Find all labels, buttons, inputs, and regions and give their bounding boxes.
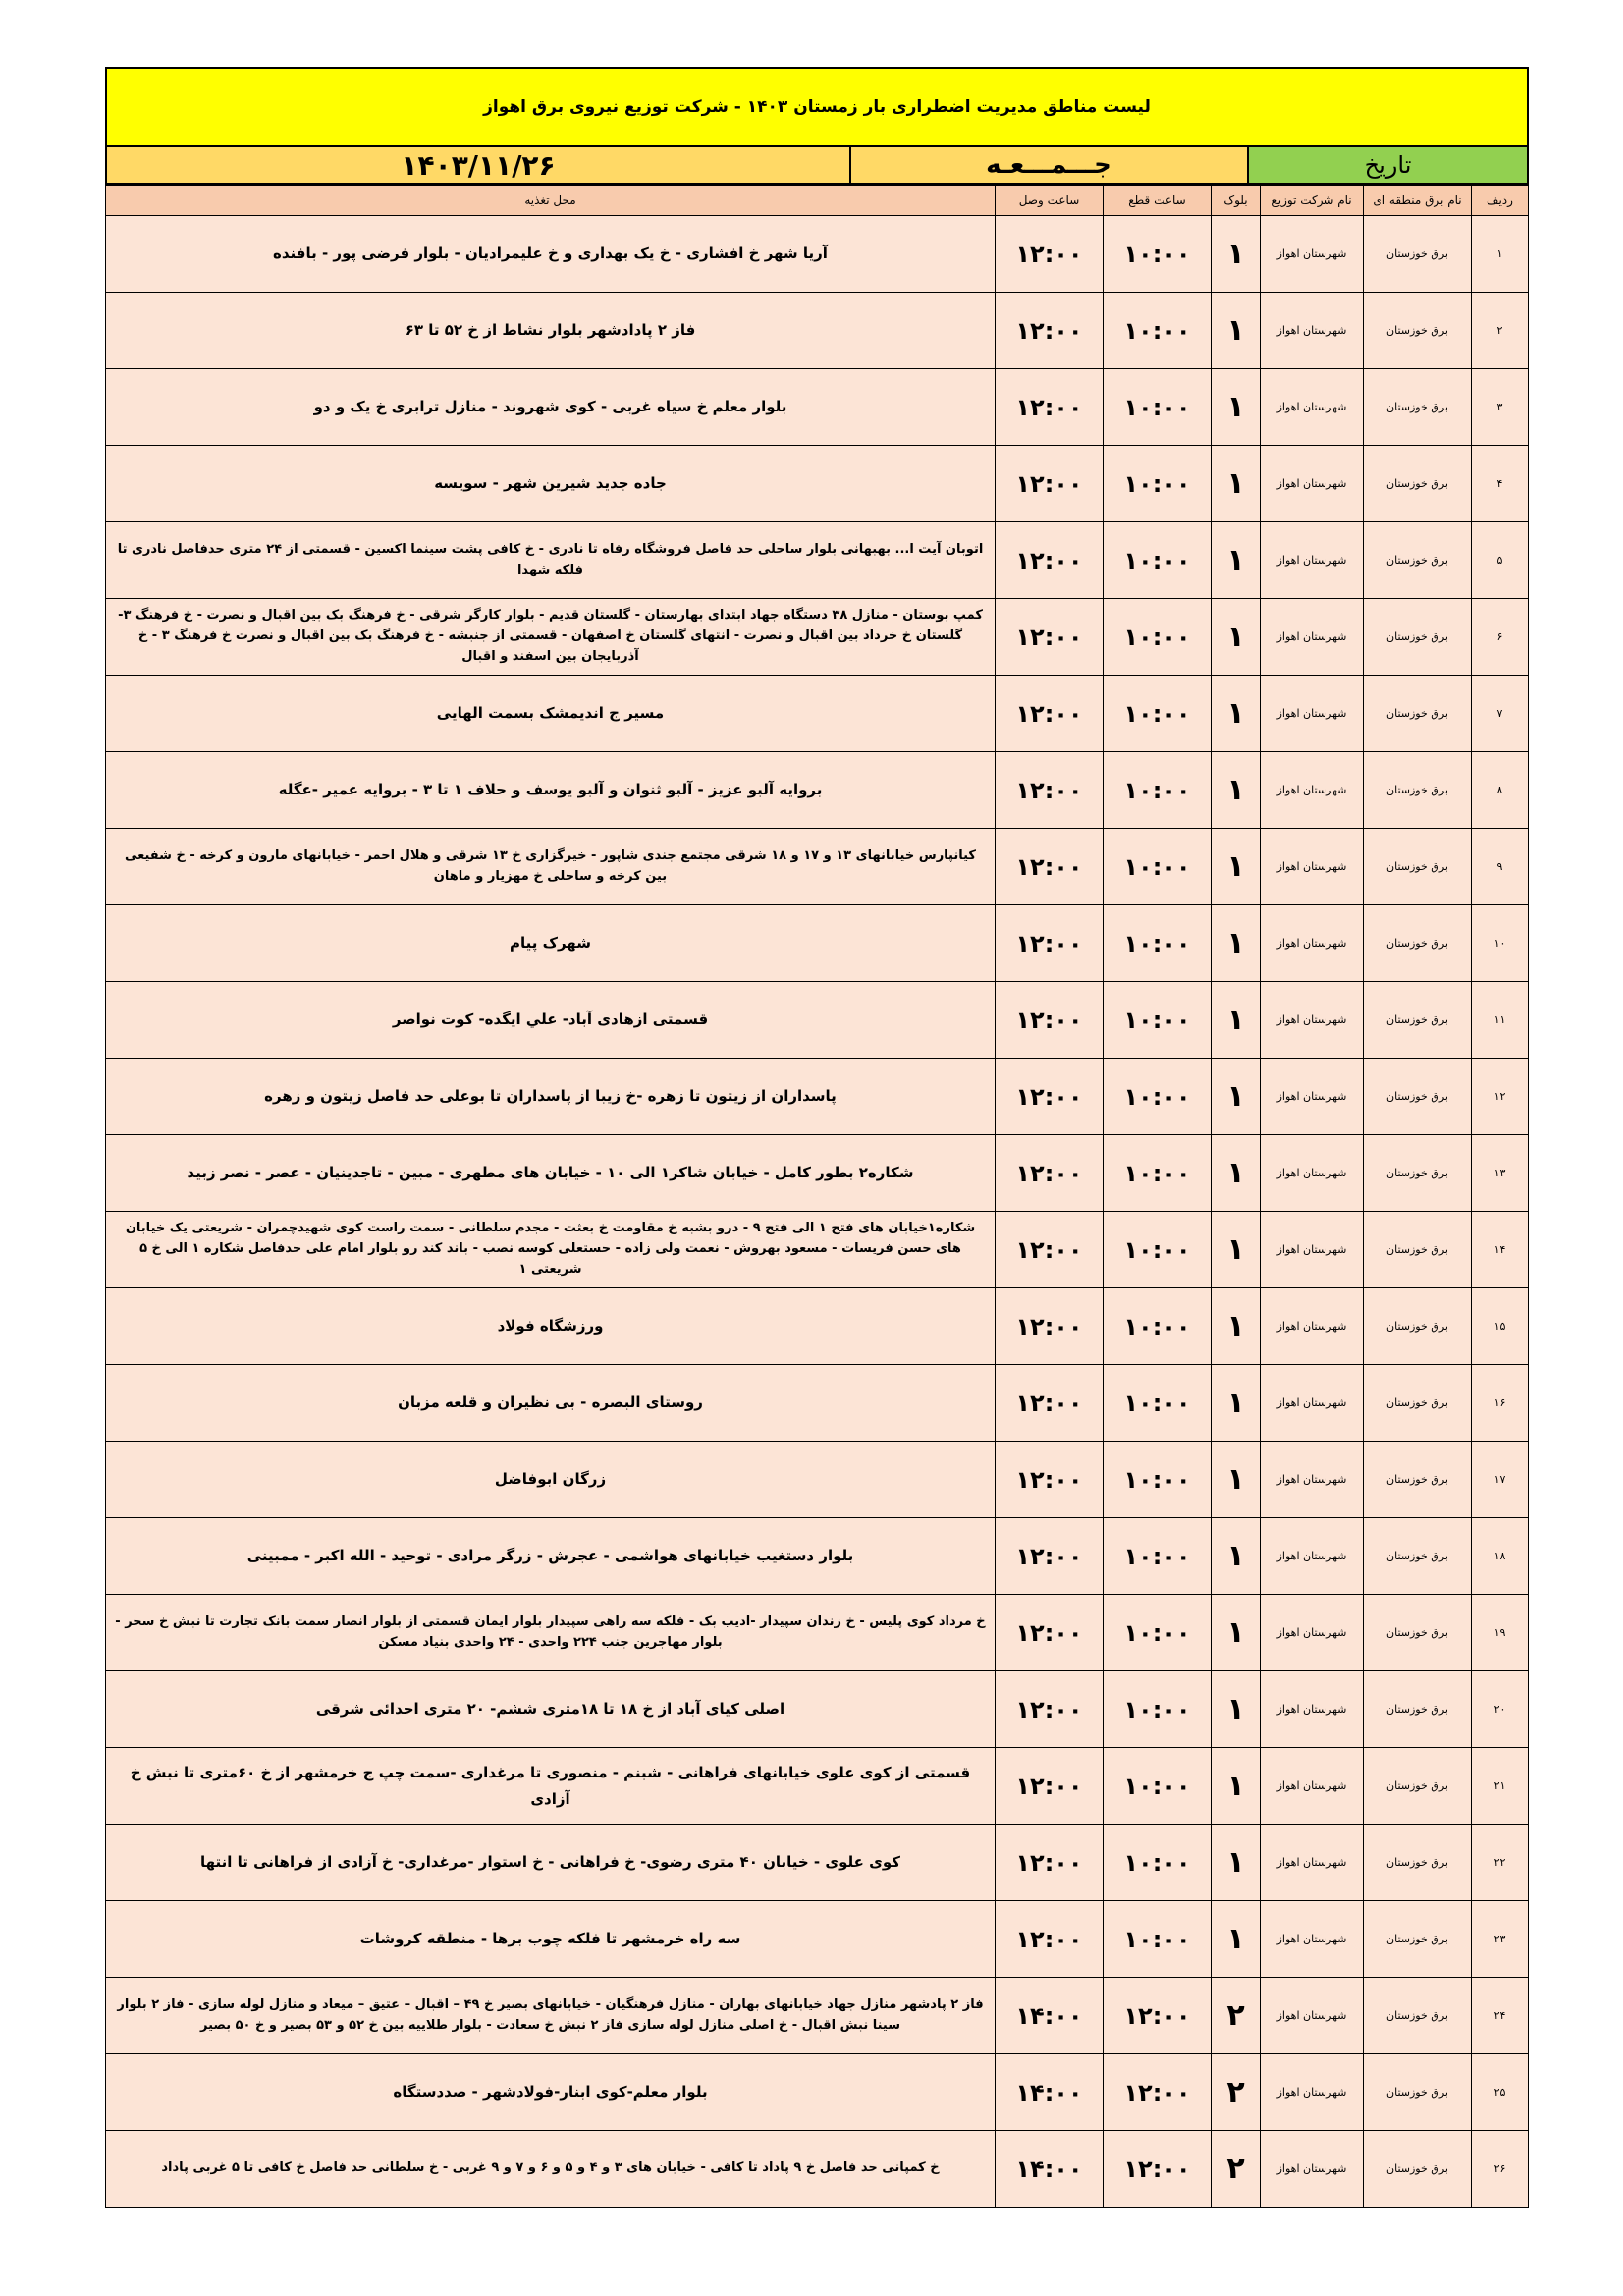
sheet-title: لیست مناطق مدیریت اضطراری بار زمستان ۱۴۰۳ - شرکت توزیع نیروی برق اهواز <box>105 67 1529 147</box>
cut-time: ۱۰:۰۰ <box>1104 1901 1212 1978</box>
table-row <box>106 905 1529 982</box>
cut-time: ۱۰:۰۰ <box>1104 1212 1212 1288</box>
row-number: ۱۵ <box>1472 1288 1529 1365</box>
block-number: ۱ <box>1212 369 1261 446</box>
cut-time: ۱۰:۰۰ <box>1104 1671 1212 1748</box>
connect-time: ۱۲:۰۰ <box>996 1212 1104 1288</box>
row-number: ۱۱ <box>1472 982 1529 1059</box>
row-number: ۲۳ <box>1472 1901 1529 1978</box>
location: بلوار دستغیب خیابانهای هواشمی - عجرش - زرگر مرادی - توحید - الله اکبر - ممبینی <box>106 1518 996 1595</box>
cut-time: ۱۰:۰۰ <box>1104 1365 1212 1442</box>
table-row <box>106 1901 1529 1978</box>
connect-time: ۱۲:۰۰ <box>996 752 1104 829</box>
block-number: ۱ <box>1212 1671 1261 1748</box>
outage-schedule-sheet <box>105 67 1529 2208</box>
connect-time: ۱۲:۰۰ <box>996 1825 1104 1901</box>
row-number: ۱۰ <box>1472 905 1529 982</box>
location: قسمتی ازهادی آباد- علي ايگده- کوت نواصر <box>106 982 996 1059</box>
distribution-company: شهرستان اهواز <box>1261 216 1364 293</box>
cut-time: ۱۲:۰۰ <box>1104 2054 1212 2131</box>
block-number: ۱ <box>1212 1135 1261 1212</box>
header-dist-company: نام شرکت توزیع <box>1261 186 1364 216</box>
date-bar <box>105 147 1529 185</box>
table-row <box>106 2054 1529 2131</box>
regional-company: برق خوزستان <box>1364 369 1472 446</box>
regional-company: برق خوزستان <box>1364 1135 1472 1212</box>
distribution-company: شهرستان اهواز <box>1261 982 1364 1059</box>
location: بلوار معلم-کوی ابنار-فولادشهر - صددستگاه <box>106 2054 996 2131</box>
row-number: ۱۶ <box>1472 1365 1529 1442</box>
connect-time: ۱۲:۰۰ <box>996 1901 1104 1978</box>
regional-company: برق خوزستان <box>1364 599 1472 676</box>
row-number: ۱ <box>1472 216 1529 293</box>
location: قسمتی از کوی علوی خیابانهای فراهانی - شبنم - منصوری تا مرغداری -سمت چپ ج خرمشهر از خ ۶۰متری تا نبش خ آزادی <box>106 1748 996 1825</box>
connect-time: ۱۲:۰۰ <box>996 982 1104 1059</box>
regional-company: برق خوزستان <box>1364 1595 1472 1671</box>
row-number: ۶ <box>1472 599 1529 676</box>
connect-time: ۱۲:۰۰ <box>996 1365 1104 1442</box>
row-number: ۸ <box>1472 752 1529 829</box>
cut-time: ۱۰:۰۰ <box>1104 752 1212 829</box>
location: زرگان ابوفاضل <box>106 1442 996 1518</box>
location: فاز ۲ پادشهر منازل جهاد خیابانهای بهاران - منازل فرهنگیان - خیابانهای بصیر خ ۴۹ – اقبال – عتیق – میعاد و منازل لوله سازی - فاز ۲ بلوار سینا نبش اقبال - خ اصلی منازل لوله سازی فاز ۲ نبش خ سعادت - بلوار طلاییه بین خ ۵۲ و ۵۳ بصیر و خ ۵۰ بصیر <box>106 1978 996 2054</box>
block-number: ۱ <box>1212 446 1261 522</box>
location: شکاره۱خیابان های فتح ۱ الی فتح ۹ - درو بشبه خ مقاومت خ بعثت - مجدم سلطانی - سمت راست کوی شهیدچمران - شریعتی یک خیابان های حسن فریسات - مسعود بهروش - نعمت ولی زاده - حستعلی کوسه نصب - باند کند رو بلوار امام علی حدفاصل شکاره ۱ الی خ ۵ شریعتی ۱ <box>106 1212 996 1288</box>
location: فاز ۲ پادادشهر بلوار نشاط از خ ۵۲ تا ۶۳ <box>106 293 996 369</box>
cut-time: ۱۰:۰۰ <box>1104 599 1212 676</box>
block-number: ۱ <box>1212 829 1261 905</box>
schedule-date: ۱۴۰۳/۱۱/۲۶ <box>107 147 849 183</box>
connect-time: ۱۲:۰۰ <box>996 522 1104 599</box>
cut-time: ۱۰:۰۰ <box>1104 1748 1212 1825</box>
connect-time: ۱۲:۰۰ <box>996 1288 1104 1365</box>
regional-company: برق خوزستان <box>1364 905 1472 982</box>
block-number: ۱ <box>1212 1059 1261 1135</box>
row-number: ۹ <box>1472 829 1529 905</box>
distribution-company: شهرستان اهواز <box>1261 1212 1364 1288</box>
regional-company: برق خوزستان <box>1364 829 1472 905</box>
cut-time: ۱۰:۰۰ <box>1104 1288 1212 1365</box>
cut-time: ۱۰:۰۰ <box>1104 1518 1212 1595</box>
table-row <box>106 1288 1529 1365</box>
location: اصلی کیای آباد از خ ۱۸ تا ۱۸متری ششم- ۲۰ متری احدائی شرقی <box>106 1671 996 1748</box>
location: پاسداران از زیتون تا زهره -خ زیبا از پاسداران تا بوعلی حد فاصل زیتون و زهره <box>106 1059 996 1135</box>
connect-time: ۱۲:۰۰ <box>996 1059 1104 1135</box>
block-number: ۲ <box>1212 1978 1261 2054</box>
block-number: ۱ <box>1212 599 1261 676</box>
header-row-no: ردیف <box>1472 186 1529 216</box>
regional-company: برق خوزستان <box>1364 293 1472 369</box>
regional-company: برق خوزستان <box>1364 982 1472 1059</box>
location: شهرک پیام <box>106 905 996 982</box>
row-number: ۲۵ <box>1472 2054 1529 2131</box>
regional-company: برق خوزستان <box>1364 1442 1472 1518</box>
block-number: ۱ <box>1212 1825 1261 1901</box>
table-row <box>106 676 1529 752</box>
distribution-company: شهرستان اهواز <box>1261 1442 1364 1518</box>
distribution-company: شهرستان اهواز <box>1261 446 1364 522</box>
cut-time: ۱۰:۰۰ <box>1104 982 1212 1059</box>
connect-time: ۱۲:۰۰ <box>996 369 1104 446</box>
location: خ مرداد کوی پلیس - خ زندان سپیدار -ادیب بک - فلکه سه راهی سپیدار بلوار ایمان قسمتی از بلوار انصار سمت بانک تجارت تا نبش خ سحر - بلوار مهاجرین جنب ۲۲۴ واحدی - ۲۴ واحدی بنیاد مسکن <box>106 1595 996 1671</box>
row-number: ۲۱ <box>1472 1748 1529 1825</box>
cut-time: ۱۰:۰۰ <box>1104 1442 1212 1518</box>
table-row <box>106 599 1529 676</box>
row-number: ۲۰ <box>1472 1671 1529 1748</box>
regional-company: برق خوزستان <box>1364 1978 1472 2054</box>
connect-time: ۱۲:۰۰ <box>996 446 1104 522</box>
block-number: ۱ <box>1212 676 1261 752</box>
table-row <box>106 1442 1529 1518</box>
location: مسیر ج اندیمشک بسمت الهایی <box>106 676 996 752</box>
table-row <box>106 522 1529 599</box>
row-number: ۲۴ <box>1472 1978 1529 2054</box>
location: اتوبان آیت ا... بهبهانی بلوار ساحلی حد فاصل فروشگاه رفاه تا نادری - خ کافی پشت سینما اکسین - قسمتی از ۲۴ متری حدفاصل نادری تا فلکه شهدا <box>106 522 996 599</box>
table-body <box>106 216 1529 2208</box>
location: روستای البصره - بی نظیران و قلعه مزبان <box>106 1365 996 1442</box>
table-row <box>106 216 1529 293</box>
distribution-company: شهرستان اهواز <box>1261 2054 1364 2131</box>
row-number: ۱۳ <box>1472 1135 1529 1212</box>
location: شکاره۲ بطور کامل - خیابان شاکر۱ الی ۱۰ - خیابان های مطهری - مبین - تاجدینیان - عصر - نصر زبید <box>106 1135 996 1212</box>
table-row <box>106 446 1529 522</box>
regional-company: برق خوزستان <box>1364 2131 1472 2208</box>
row-number: ۱۷ <box>1472 1442 1529 1518</box>
distribution-company: شهرستان اهواز <box>1261 1748 1364 1825</box>
connect-time: ۱۲:۰۰ <box>996 1748 1104 1825</box>
block-number: ۱ <box>1212 905 1261 982</box>
block-number: ۱ <box>1212 1595 1261 1671</box>
connect-time: ۱۴:۰۰ <box>996 1978 1104 2054</box>
distribution-company: شهرستان اهواز <box>1261 1135 1364 1212</box>
distribution-company: شهرستان اهواز <box>1261 905 1364 982</box>
location: خ کمپانی حد فاصل خ ۹ پاداد تا کافی - خیابان های ۳ و ۴ و ۵ و ۶ و ۷ و ۹ غربی - خ سلطانی حد فاصل خ کافی تا ۵ غربی پاداد <box>106 2131 996 2208</box>
distribution-company: شهرستان اهواز <box>1261 599 1364 676</box>
header-cut-time: ساعت قطع <box>1104 186 1212 216</box>
table-row <box>106 1748 1529 1825</box>
regional-company: برق خوزستان <box>1364 1671 1472 1748</box>
regional-company: برق خوزستان <box>1364 1901 1472 1978</box>
table-row <box>106 293 1529 369</box>
row-number: ۲ <box>1472 293 1529 369</box>
regional-company: برق خوزستان <box>1364 1825 1472 1901</box>
block-number: ۱ <box>1212 1288 1261 1365</box>
regional-company: برق خوزستان <box>1364 1365 1472 1442</box>
regional-company: برق خوزستان <box>1364 2054 1472 2131</box>
block-number: ۱ <box>1212 522 1261 599</box>
distribution-company: شهرستان اهواز <box>1261 522 1364 599</box>
table-row <box>106 1978 1529 2054</box>
distribution-company: شهرستان اهواز <box>1261 1671 1364 1748</box>
date-label: تاریخ <box>1247 147 1527 183</box>
header-location: محل تغذیه <box>106 186 996 216</box>
regional-company: برق خوزستان <box>1364 1212 1472 1288</box>
block-number: ۲ <box>1212 2131 1261 2208</box>
distribution-company: شهرستان اهواز <box>1261 369 1364 446</box>
cut-time: ۱۰:۰۰ <box>1104 369 1212 446</box>
connect-time: ۱۲:۰۰ <box>996 599 1104 676</box>
table-row <box>106 369 1529 446</box>
connect-time: ۱۲:۰۰ <box>996 1135 1104 1212</box>
block-number: ۱ <box>1212 1518 1261 1595</box>
regional-company: برق خوزستان <box>1364 1748 1472 1825</box>
location: ورزشگاه فولاد <box>106 1288 996 1365</box>
distribution-company: شهرستان اهواز <box>1261 676 1364 752</box>
location: کیانپارس خیابانهای ۱۳ و ۱۷ و ۱۸ شرقی مجتمع جندی شاپور - خیرگزاری خ ۱۳ شرقی و هلال احمر - خیابانهای مارون و کرخه - خ شفیعی بین کرخه و ساحلی خ مهزیار و ماهان <box>106 829 996 905</box>
header-connect-time: ساعت وصل <box>996 186 1104 216</box>
distribution-company: شهرستان اهواز <box>1261 1978 1364 2054</box>
distribution-company: شهرستان اهواز <box>1261 293 1364 369</box>
connect-time: ۱۴:۰۰ <box>996 2131 1104 2208</box>
distribution-company: شهرستان اهواز <box>1261 1825 1364 1901</box>
block-number: ۱ <box>1212 982 1261 1059</box>
table-row <box>106 1825 1529 1901</box>
distribution-company: شهرستان اهواز <box>1261 1288 1364 1365</box>
table-row <box>106 1595 1529 1671</box>
block-number: ۲ <box>1212 2054 1261 2131</box>
outage-table <box>105 185 1529 2208</box>
cut-time: ۱۰:۰۰ <box>1104 522 1212 599</box>
regional-company: برق خوزستان <box>1364 1518 1472 1595</box>
regional-company: برق خوزستان <box>1364 752 1472 829</box>
row-number: ۱۹ <box>1472 1595 1529 1671</box>
distribution-company: شهرستان اهواز <box>1261 752 1364 829</box>
connect-time: ۱۲:۰۰ <box>996 216 1104 293</box>
block-number: ۱ <box>1212 752 1261 829</box>
connect-time: ۱۲:۰۰ <box>996 829 1104 905</box>
table-header-row <box>106 186 1529 216</box>
table-row <box>106 829 1529 905</box>
row-number: ۲۲ <box>1472 1825 1529 1901</box>
regional-company: برق خوزستان <box>1364 446 1472 522</box>
table-row <box>106 1518 1529 1595</box>
location: آریا شهر خ افشاری - خ یک بهداری و خ علیمرادیان - بلوار فرضی پور - بافنده <box>106 216 996 293</box>
distribution-company: شهرستان اهواز <box>1261 829 1364 905</box>
row-number: ۷ <box>1472 676 1529 752</box>
row-number: ۴ <box>1472 446 1529 522</box>
distribution-company: شهرستان اهواز <box>1261 1518 1364 1595</box>
cut-time: ۱۰:۰۰ <box>1104 829 1212 905</box>
header-block: بلوک <box>1212 186 1261 216</box>
block-number: ۱ <box>1212 1365 1261 1442</box>
row-number: ۱۸ <box>1472 1518 1529 1595</box>
cut-time: ۱۰:۰۰ <box>1104 1135 1212 1212</box>
table-row <box>106 1135 1529 1212</box>
block-number: ۱ <box>1212 1212 1261 1288</box>
table-row <box>106 982 1529 1059</box>
location: بلوار معلم خ سیاه غربی - کوی شهروند - منازل ترابری خ یک و دو <box>106 369 996 446</box>
connect-time: ۱۲:۰۰ <box>996 676 1104 752</box>
cut-time: ۱۰:۰۰ <box>1104 1595 1212 1671</box>
location: کمپ بوستان - منازل ۳۸ دستگاه جهاد ابتدای بهارستان - گلستان قدیم - بلوار کارگر شرقی - خ فرهنگ بک بین اقبال و نصرت - خ فرهنگ ۳- گلستان خ خرداد بین اقبال و نصرت - انتهای گلستان خ اصفهان - قسمتی از جنبشه - خ فرهنگ بک بین اقبال و نصرت خ فرهنگ ۳ - خ آذربایجان بین اسفند و اقبال <box>106 599 996 676</box>
row-number: ۱۴ <box>1472 1212 1529 1288</box>
header-regional: نام برق منطقه ای <box>1364 186 1472 216</box>
distribution-company: شهرستان اهواز <box>1261 2131 1364 2208</box>
connect-time: ۱۲:۰۰ <box>996 1671 1104 1748</box>
location: جاده جدید شیرین شهر - سویسه <box>106 446 996 522</box>
table-row <box>106 1671 1529 1748</box>
cut-time: ۱۰:۰۰ <box>1104 1825 1212 1901</box>
connect-time: ۱۲:۰۰ <box>996 293 1104 369</box>
connect-time: ۱۲:۰۰ <box>996 905 1104 982</box>
table-row <box>106 752 1529 829</box>
table-row <box>106 2131 1529 2208</box>
day-name: جـــمـــعـه <box>849 147 1247 183</box>
regional-company: برق خوزستان <box>1364 1288 1472 1365</box>
regional-company: برق خوزستان <box>1364 216 1472 293</box>
cut-time: ۱۰:۰۰ <box>1104 216 1212 293</box>
distribution-company: شهرستان اهواز <box>1261 1365 1364 1442</box>
table-row <box>106 1212 1529 1288</box>
location: سه راه خرمشهر تا فلکه چوب برها - منطقه کروشات <box>106 1901 996 1978</box>
cut-time: ۱۰:۰۰ <box>1104 676 1212 752</box>
table-row <box>106 1365 1529 1442</box>
row-number: ۱۲ <box>1472 1059 1529 1135</box>
regional-company: برق خوزستان <box>1364 522 1472 599</box>
connect-time: ۱۲:۰۰ <box>996 1518 1104 1595</box>
connect-time: ۱۲:۰۰ <box>996 1595 1104 1671</box>
distribution-company: شهرستان اهواز <box>1261 1901 1364 1978</box>
cut-time: ۱۰:۰۰ <box>1104 905 1212 982</box>
distribution-company: شهرستان اهواز <box>1261 1059 1364 1135</box>
cut-time: ۱۲:۰۰ <box>1104 1978 1212 2054</box>
regional-company: برق خوزستان <box>1364 676 1472 752</box>
regional-company: برق خوزستان <box>1364 1059 1472 1135</box>
cut-time: ۱۰:۰۰ <box>1104 446 1212 522</box>
block-number: ۱ <box>1212 216 1261 293</box>
block-number: ۱ <box>1212 1442 1261 1518</box>
location: بروایه آلبو عزیز - آلبو ثنوان و آلبو یوسف و حلاف ۱ تا ۳ - بروایه عمیر -عگله <box>106 752 996 829</box>
block-number: ۱ <box>1212 1748 1261 1825</box>
row-number: ۵ <box>1472 522 1529 599</box>
cut-time: ۱۰:۰۰ <box>1104 293 1212 369</box>
table-row <box>106 1059 1529 1135</box>
cut-time: ۱۰:۰۰ <box>1104 1059 1212 1135</box>
row-number: ۲۶ <box>1472 2131 1529 2208</box>
row-number: ۳ <box>1472 369 1529 446</box>
cut-time: ۱۲:۰۰ <box>1104 2131 1212 2208</box>
connect-time: ۱۴:۰۰ <box>996 2054 1104 2131</box>
connect-time: ۱۲:۰۰ <box>996 1442 1104 1518</box>
block-number: ۱ <box>1212 293 1261 369</box>
block-number: ۱ <box>1212 1901 1261 1978</box>
distribution-company: شهرستان اهواز <box>1261 1595 1364 1671</box>
location: کوی علوی - خیابان ۴۰ متری رضوی- خ فراهانی - خ استوار -مرغداری- خ آزادی از فراهانی تا انتها <box>106 1825 996 1901</box>
